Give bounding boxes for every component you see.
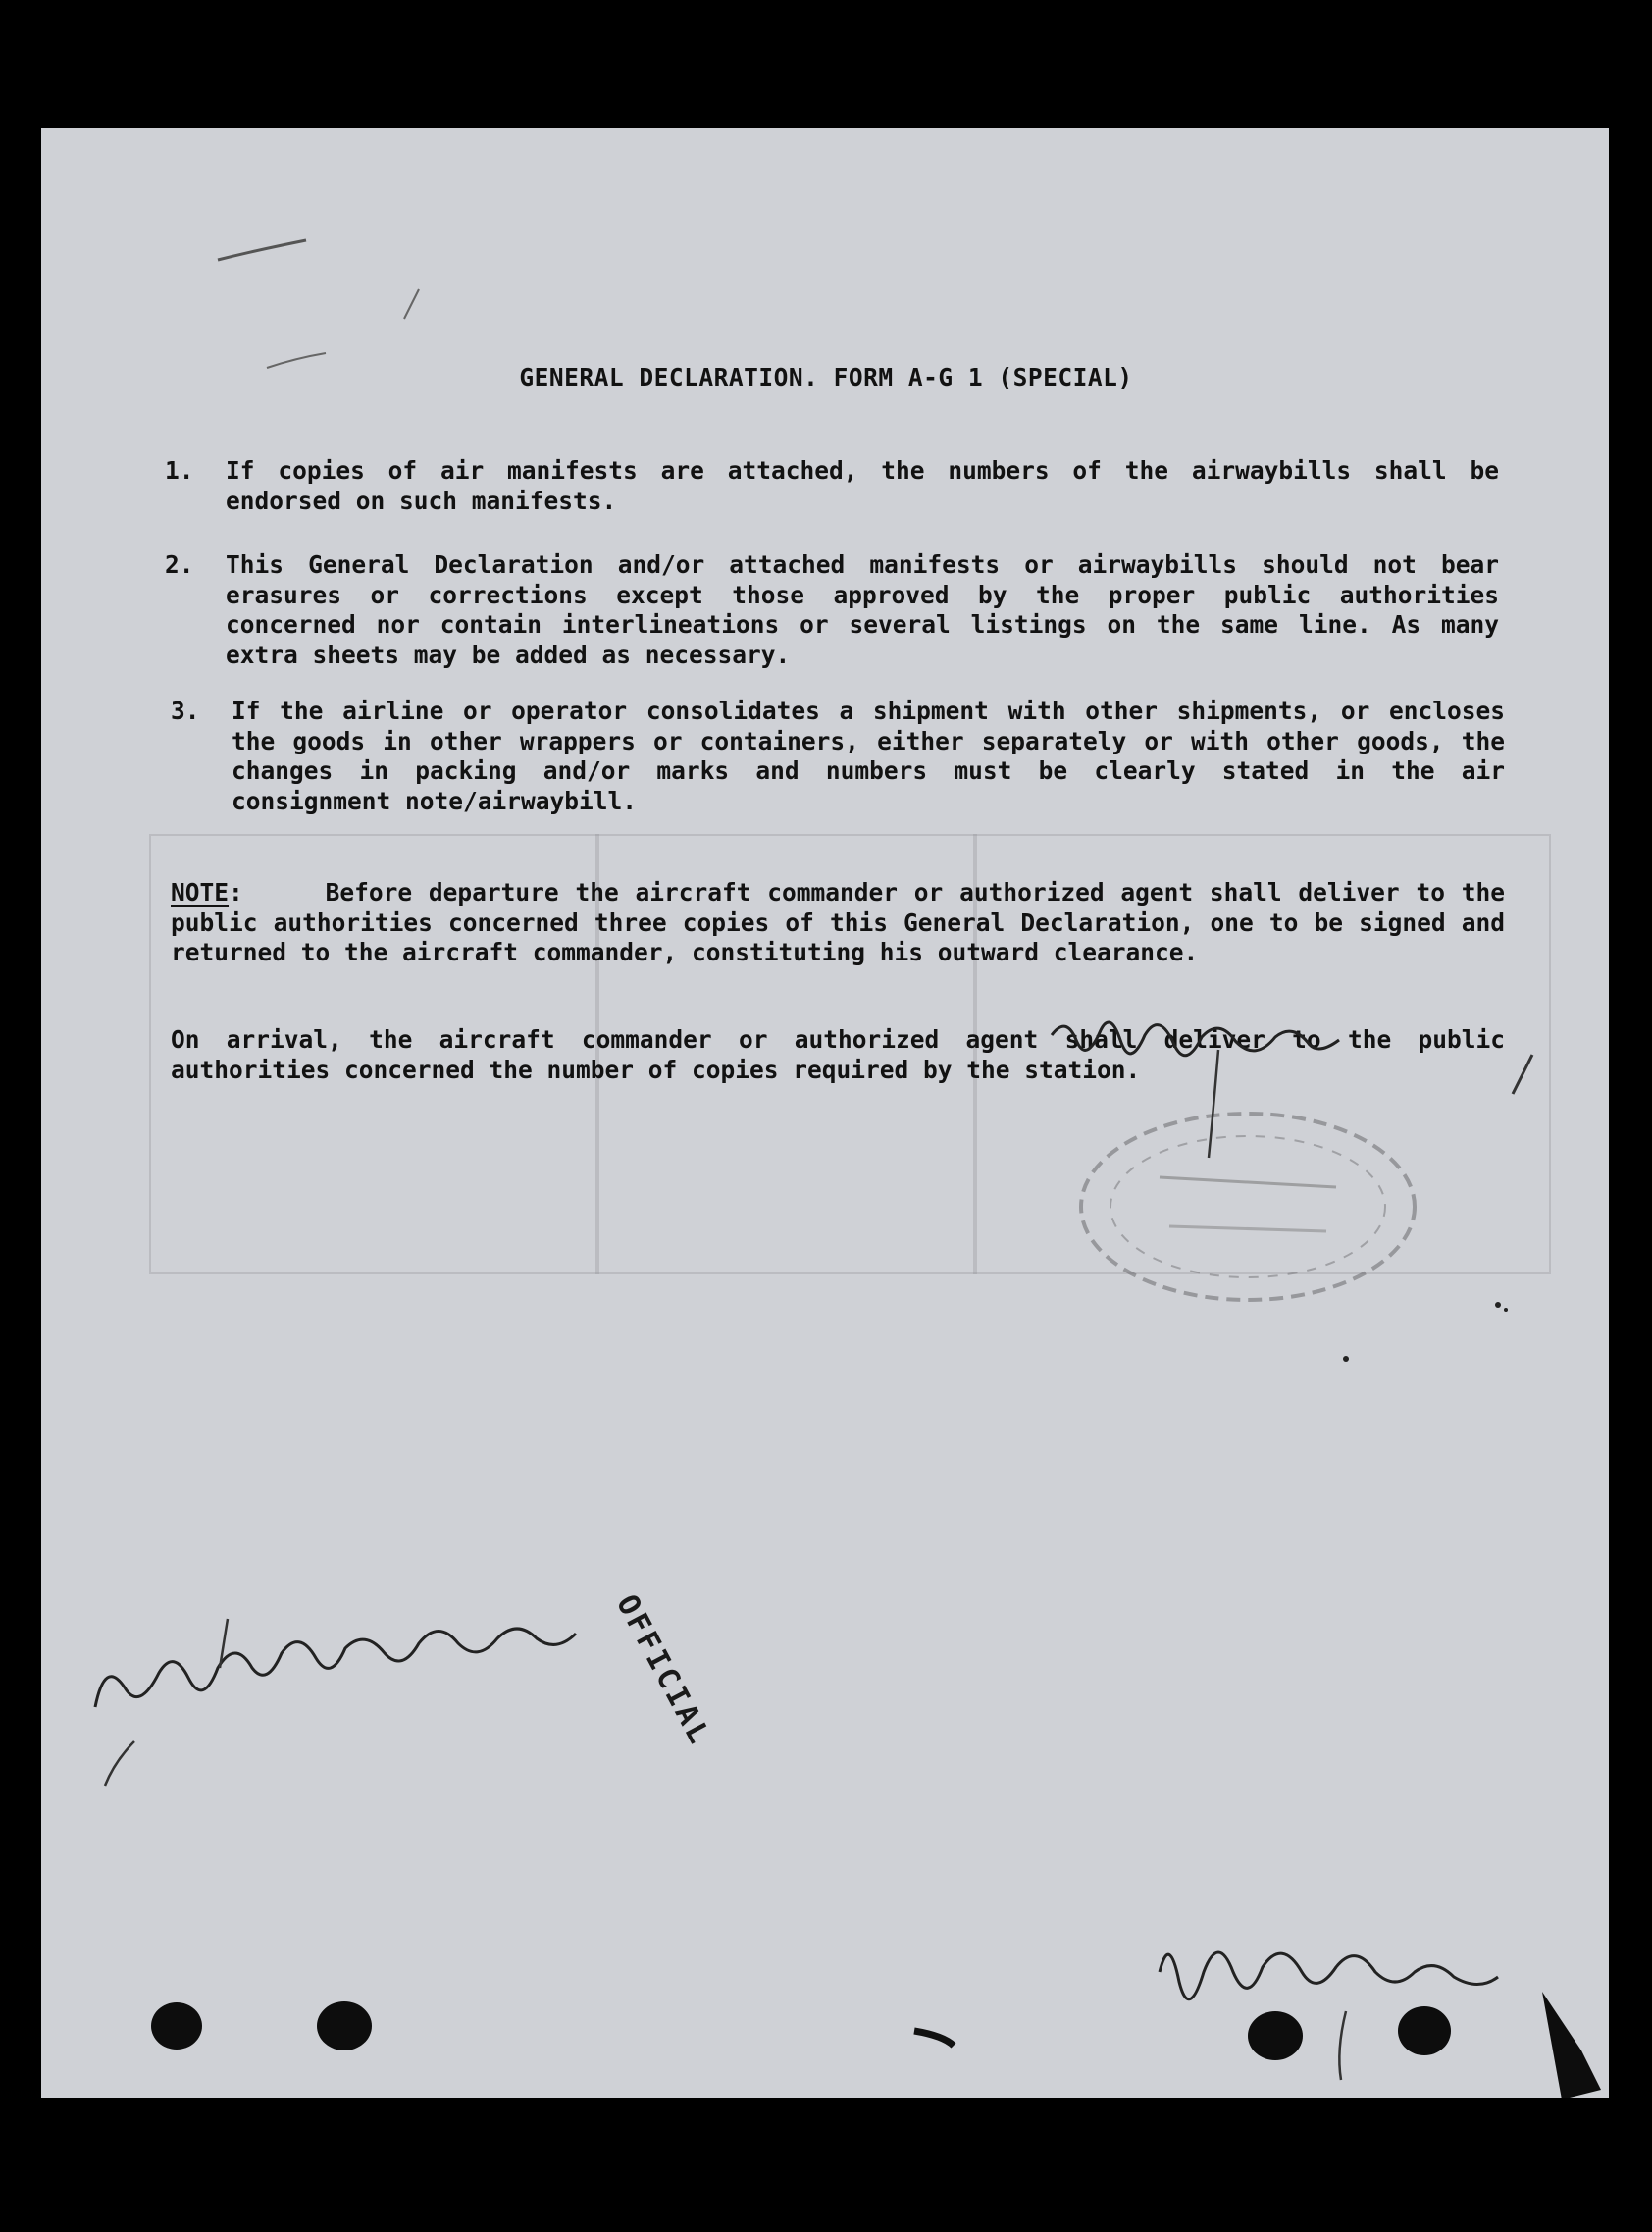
signature-stroke: [1160, 1952, 1498, 1999]
note-text: Before departure the aircraft commander or authorized agent shall deliver to the public authorities concerned three copies of this General Declaration, one to be signed and returned to the aircraft commander, constituting his outward clearance.: [171, 878, 1505, 966]
arrival-paragraph: On arrival, the aircraft commander or authorized agent shall deliver to the public authorities concerned the number of copies required by the station.: [171, 1025, 1505, 1084]
punch-hole: [1398, 2006, 1451, 2055]
note-label: NOTE: [171, 878, 230, 907]
diagonal-stamp: OFFICIAL: [609, 1589, 718, 1752]
item-number: 2.: [165, 550, 194, 579]
page-title: GENERAL DECLARATION. FORM A-G 1 (SPECIAL): [519, 363, 1133, 391]
signature-stroke: [1052, 1022, 1339, 1056]
signature-stroke: [95, 1629, 576, 1707]
punch-hole: [1248, 2011, 1303, 2060]
item-text: If copies of air manifests are attached, the numbers of the airwaybills shall be endorsed on such manifests.: [226, 456, 1499, 515]
item-number: 1.: [165, 456, 194, 485]
item-text: This General Declaration and/or attached manifests or airwaybills should not bear erasures or corrections except those approved by the proper public authorities concerned nor contain interlineations or several listings on the same line. As many extra sheets may be added as necessary.: [226, 550, 1499, 669]
item-text: If the airline or operator consolidates a shipment with other shipments, or encloses the goods in other wrappers or containers, either separately or with other goods, the changes in packing and/or marks and numbers must be clearly stated in the air consignment note/airwaybill.: [232, 697, 1505, 815]
round-stamp: [1081, 1114, 1415, 1300]
punch-hole: [151, 2002, 202, 2050]
document-page: [41, 128, 1609, 2098]
item-number: 3.: [171, 697, 200, 725]
note-paragraph: NOTE: Before departure the aircraft commander or authorized agent shall deliver to the public authorities concerned three copies of this General Declaration, one to be signed and returned to the aircraft commander, constituting his outward clearance.: [171, 878, 1505, 966]
handwriting-and-stamps: [41, 128, 1609, 2098]
punch-hole: [317, 2001, 372, 2050]
